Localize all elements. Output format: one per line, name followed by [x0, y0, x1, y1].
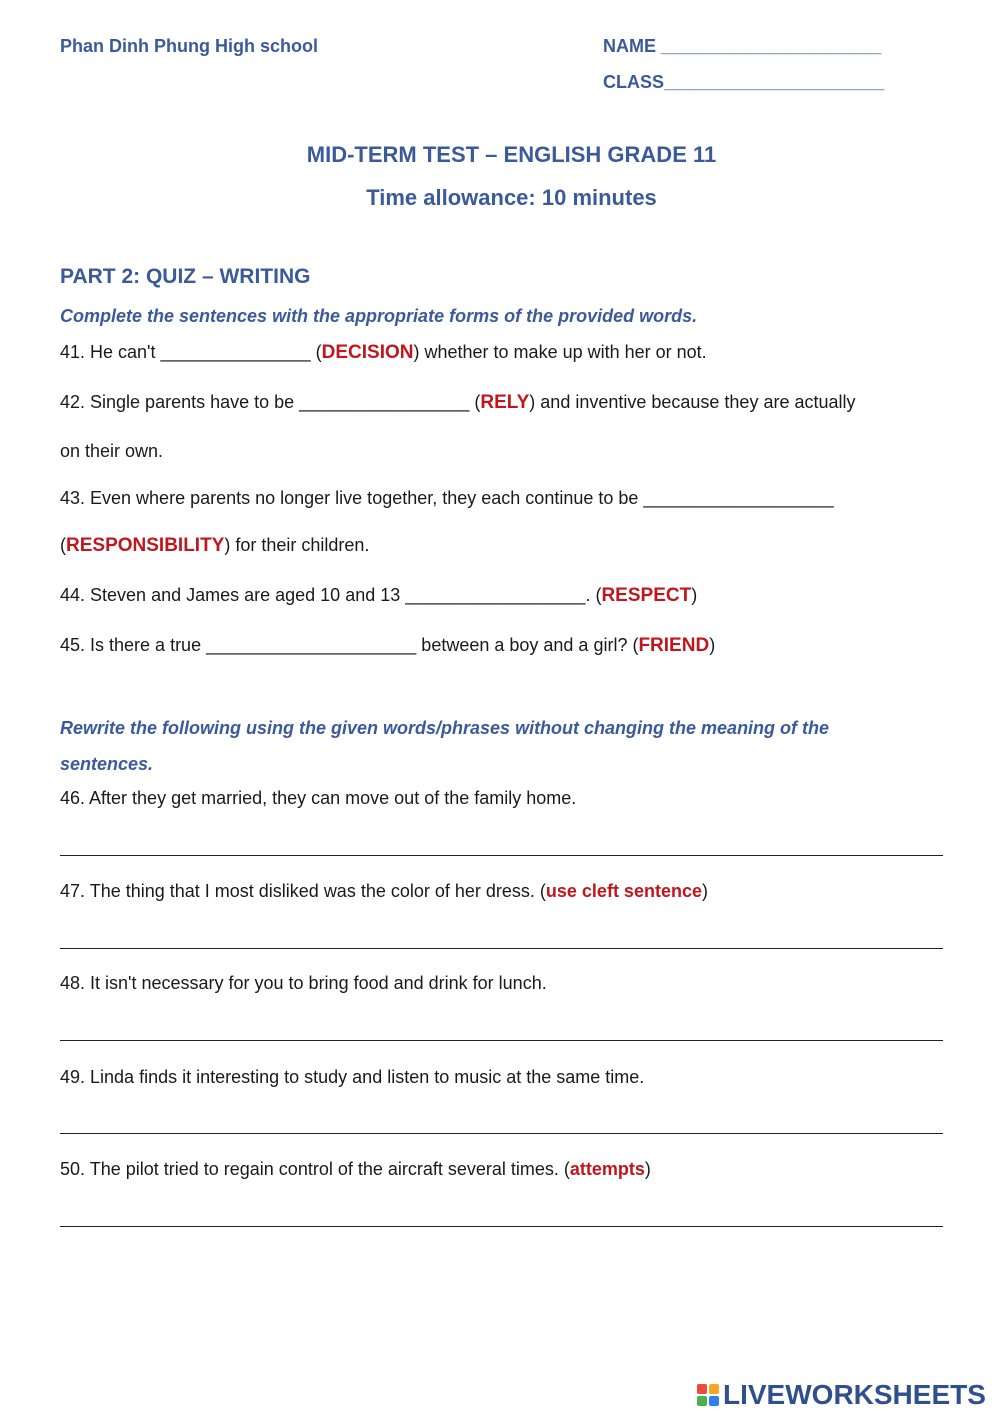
keyword-respect: RESPECT [601, 585, 692, 606]
answer-line-47[interactable] [60, 948, 943, 949]
liveworksheets-logo-icon [697, 1384, 719, 1406]
time-allowance: Time allowance: 10 minutes [366, 185, 657, 210]
name-label: NAME [603, 36, 656, 56]
question-50: 50. The pilot tried to regain control of the aircraft several times. (attempts) [60, 1159, 651, 1179]
answer-line-50[interactable] [60, 1226, 943, 1227]
logo-square-1 [697, 1384, 707, 1394]
liveworksheets-logo-text: LIVEWORKSHEETS [723, 1379, 986, 1410]
answer-line-46[interactable] [60, 855, 943, 856]
question-45: 45. Is there a true _____________________ between a boy and a girl? (FRIEND) [60, 635, 716, 656]
section2-instruction-line1: Rewrite the following using the given words/phrases without changing the meaning of the [60, 718, 830, 738]
section2-instruction-line2: sentences. [60, 754, 154, 774]
section1-instruction: Complete the sentences with the appropriate forms of the provided words. [60, 306, 698, 326]
class-field [603, 72, 884, 93]
keyword-use-cleft-sentence: use cleft sentence [545, 881, 702, 901]
logo-square-4 [709, 1396, 719, 1406]
question-47: 47. The thing that I most disliked was the color of her dress. (use cleft sentence) [60, 881, 708, 901]
question-46: 46. After they get married, they can move out of the family home. [60, 788, 577, 808]
answer-line-48[interactable] [60, 1040, 943, 1041]
class-label: CLASS [603, 72, 665, 92]
question-42: 42. Single parents have to be _________________ (RELY) and inventive because they are actually [60, 392, 856, 413]
keyword-decision: DECISION [321, 342, 414, 363]
test-title: MID-TERM TEST – ENGLISH GRADE 11 [306, 142, 717, 167]
question-49: 49. Linda finds it interesting to study and listen to music at the same time. [60, 1067, 645, 1087]
name-field [603, 36, 881, 57]
question-43: 43. Even where parents no longer live together, they each continue to be ___________________ [60, 488, 834, 508]
school-name: Phan Dinh Phung High school [60, 36, 318, 56]
question-42-continued: on their own. [60, 441, 164, 461]
question-48: 48. It isn't necessary for you to bring food and drink for lunch. [60, 973, 547, 993]
question-44: 44. Steven and James are aged 10 and 13 __________________. (RESPECT) [60, 585, 698, 606]
part-heading: PART 2: QUIZ – WRITING [60, 265, 311, 288]
logo-square-3 [697, 1396, 707, 1406]
liveworksheets-logo [697, 1378, 986, 1412]
keyword-rely: RELY [480, 392, 530, 413]
question-43-continued: (RESPONSIBILITY) for their children. [60, 535, 370, 556]
keyword-friend: FRIEND [638, 635, 710, 656]
question-41: 41. He can't _______________ (DECISION) whether to make up with her or not. [60, 342, 707, 363]
keyword-responsibility: RESPONSIBILITY [66, 535, 225, 556]
answer-line-49[interactable] [60, 1133, 943, 1134]
keyword-attempts: attempts [569, 1159, 645, 1179]
class-blank[interactable]: ______________________ [664, 72, 885, 92]
logo-square-2 [709, 1384, 719, 1394]
name-blank[interactable]: ______________________ [661, 36, 882, 56]
